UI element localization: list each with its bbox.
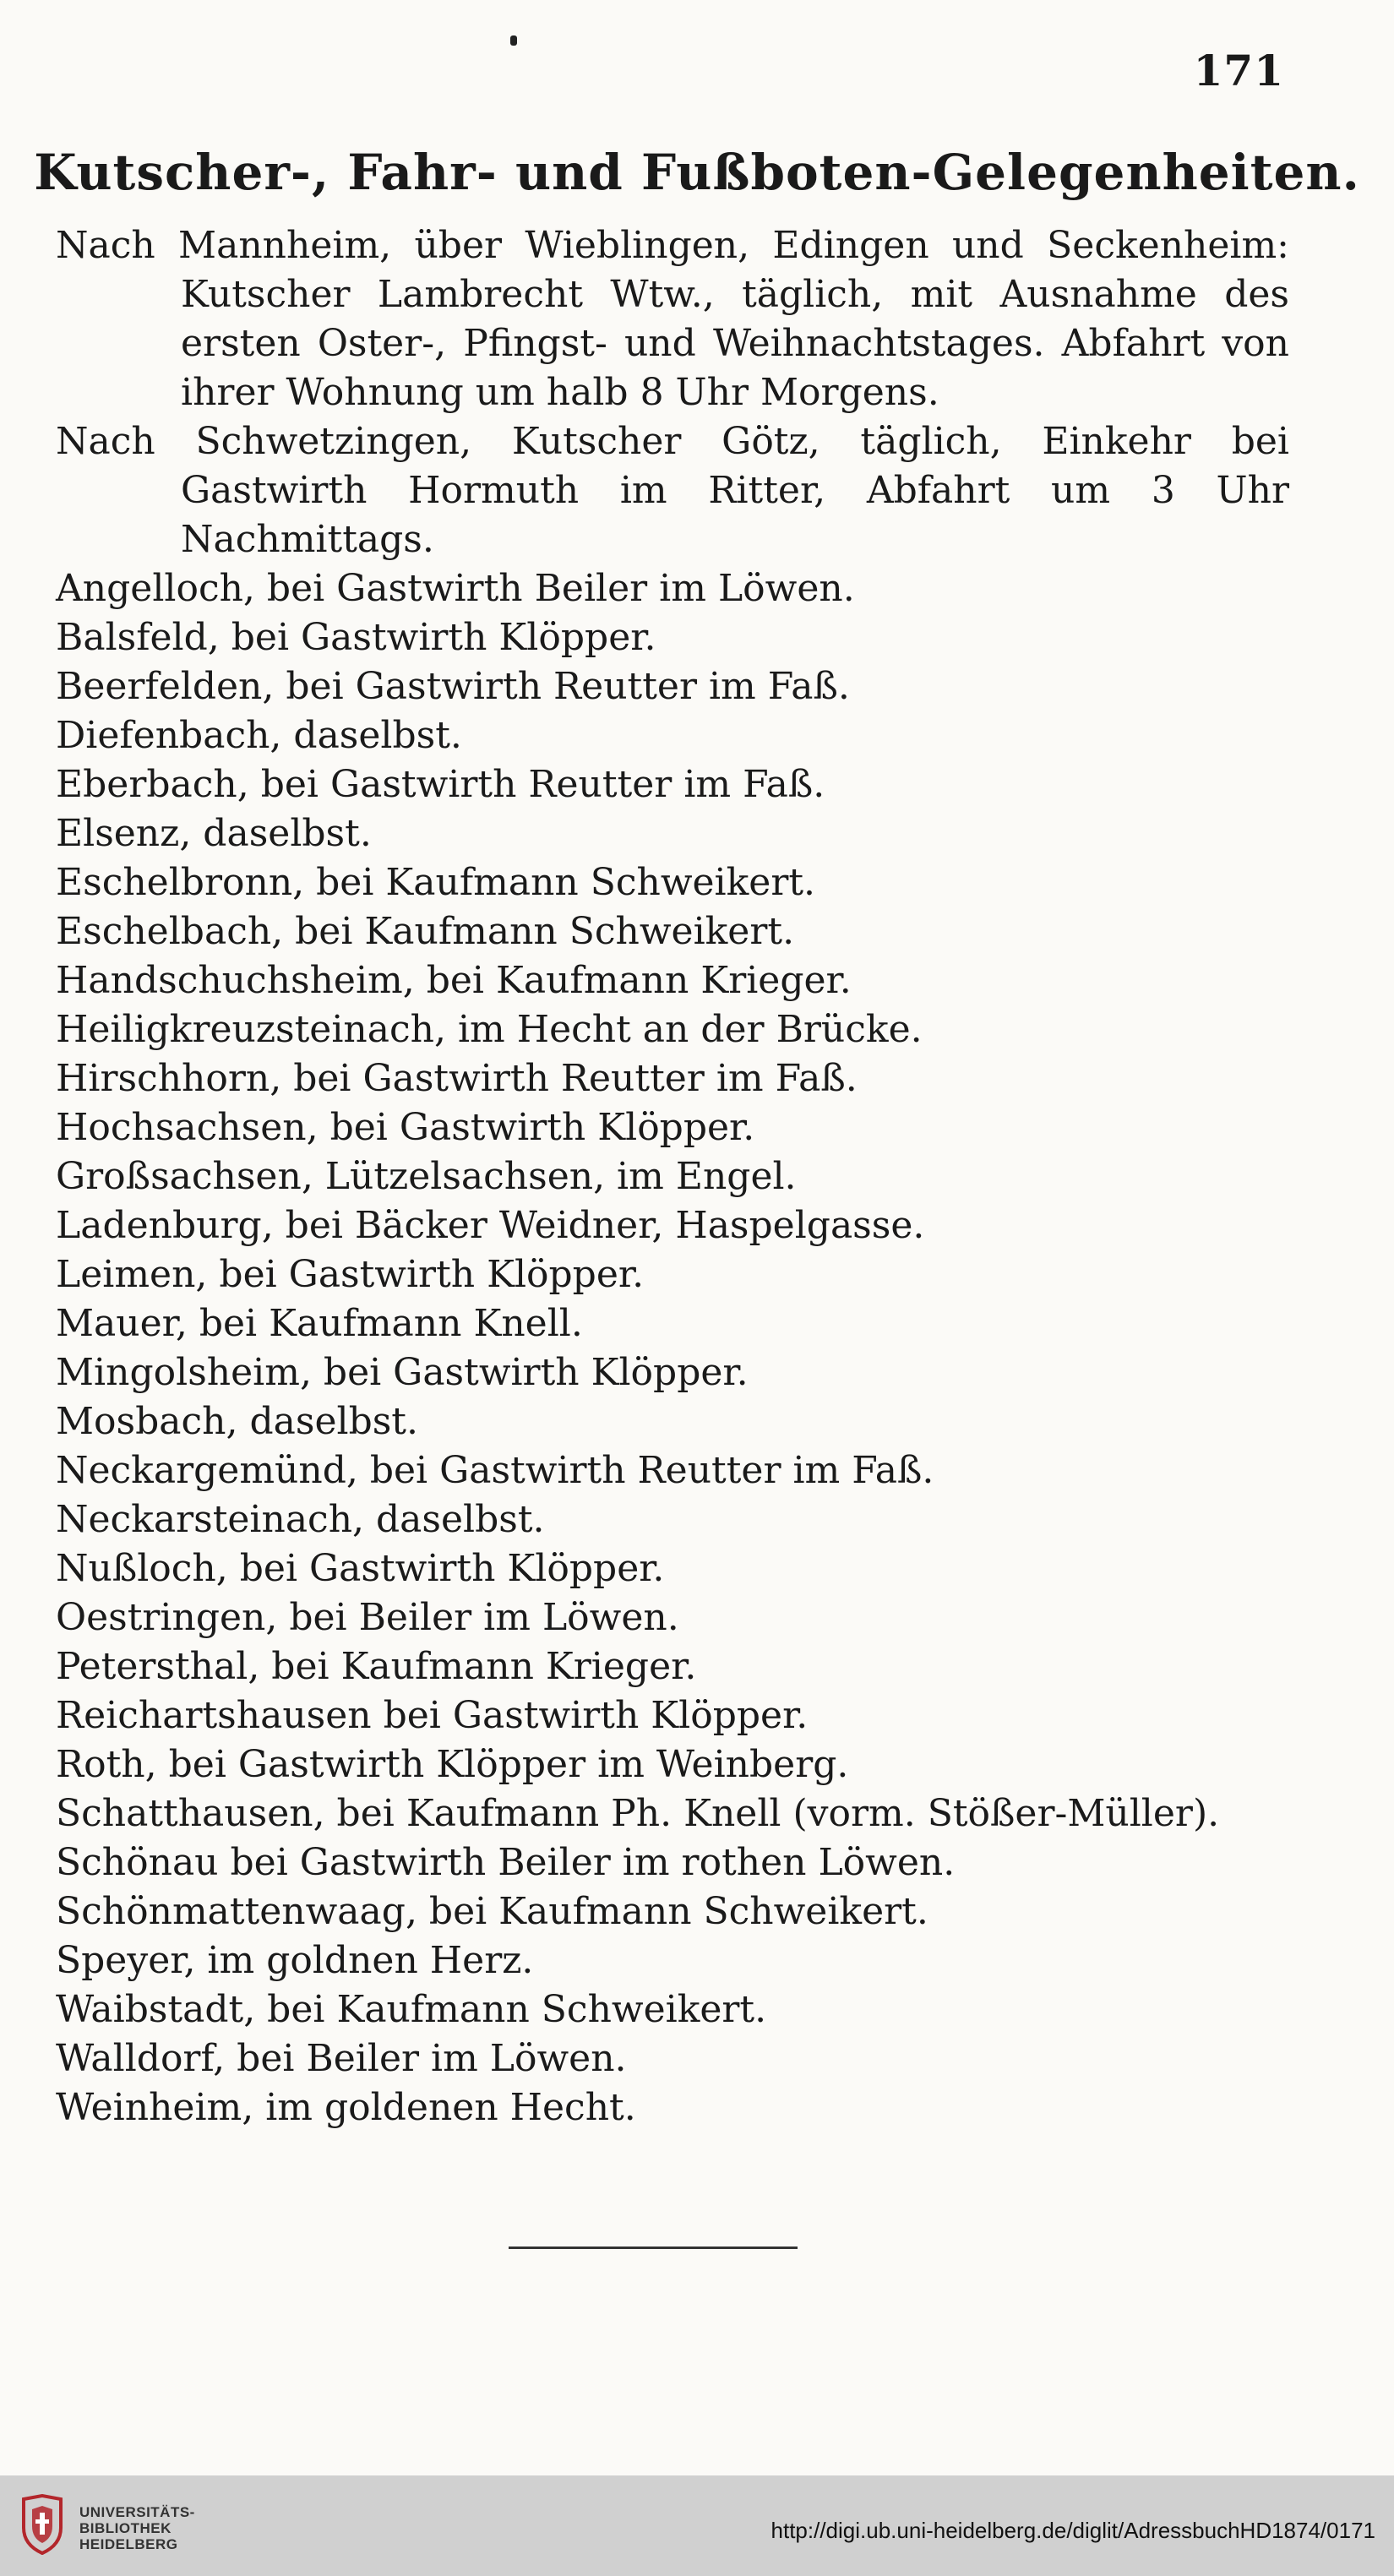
- page-number: 171: [1193, 46, 1284, 95]
- list-item: Handschuchsheim, bei Kaufmann Krieger.: [56, 959, 852, 1002]
- list-item: Schönau bei Gastwirth Beiler im rothen Löwen.: [56, 1841, 956, 1884]
- entry-mannheim: Nach Mannheim, über Wieblingen, Edingen und Seckenheim: Kutscher Lambrecht Wtw., täglich, mit Ausnahme des ersten Oster-, Pfingst- und Weihnachtstages. Abfahrt von ihrer Wohnung um halb 8 Uhr Morgens.: [56, 224, 1289, 414]
- list-item: Petersthal, bei Kaufmann Krieger.: [56, 1645, 697, 1688]
- list-item: Ladenburg, bei Bäcker Weidner, Haspelgasse.: [56, 1204, 925, 1247]
- list-item: Roth, bei Gastwirth Klöpper im Weinberg.: [56, 1743, 849, 1786]
- list-item: Weinheim, im goldenen Hecht.: [56, 2086, 636, 2129]
- library-name-line3: HEIDELBERG: [79, 2536, 178, 2552]
- list-item: Eschelbronn, bei Kaufmann Schweikert.: [56, 861, 816, 904]
- list-item: Speyer, im goldnen Herz.: [56, 1939, 534, 1982]
- list-item: Eberbach, bei Gastwirth Reutter im Faß.: [56, 763, 825, 806]
- list-item: Diefenbach, daselbst.: [56, 714, 462, 757]
- list-item: Oestringen, bei Beiler im Löwen.: [56, 1596, 679, 1639]
- list-item: Neckarsteinach, daselbst.: [56, 1498, 545, 1541]
- closing-rule: [509, 2247, 798, 2249]
- list-item: Angelloch, bei Gastwirth Beiler im Löwen.: [56, 567, 855, 610]
- list-item: Schönmattenwaag, bei Kaufmann Schweikert.: [56, 1890, 928, 1933]
- list-item: Hirschhorn, bei Gastwirth Reutter im Faß.: [56, 1057, 858, 1100]
- list-item: Reichartshausen bei Gastwirth Klöpper.: [56, 1694, 809, 1737]
- library-name: [79, 2504, 195, 2552]
- library-logo[interactable]: [17, 2494, 321, 2562]
- list-item: Mosbach, daselbst.: [56, 1400, 418, 1443]
- university-seal-icon: [17, 2494, 68, 2555]
- page-title: Kutscher-, Fahr- und Fußboten-Gelegenheiten.: [34, 144, 1360, 201]
- list-item: Mingolsheim, bei Gastwirth Klöpper.: [56, 1351, 749, 1394]
- list-item: Schatthausen, bei Kaufmann Ph. Knell (vorm. Stößer-Müller).: [56, 1792, 1220, 1835]
- list-item: Neckargemünd, bei Gastwirth Reutter im Faß.: [56, 1449, 934, 1492]
- library-footer: [0, 2475, 1394, 2576]
- list-item: Leimen, bei Gastwirth Klöpper.: [56, 1253, 645, 1296]
- list-item: Großsachsen, Lützelsachsen, im Engel.: [56, 1155, 797, 1198]
- list-item: Beerfelden, bei Gastwirth Reutter im Faß.: [56, 665, 850, 708]
- ink-dot: [510, 35, 517, 46]
- source-url-link[interactable]: http://digi.ub.uni-heidelberg.de/diglit/AdressbuchHD1874/0171: [771, 2518, 1375, 2543]
- list-item: Eschelbach, bei Kaufmann Schweikert.: [56, 910, 795, 953]
- list-item: Mauer, bei Kaufmann Knell.: [56, 1302, 583, 1345]
- entry-list: [56, 221, 1289, 2132]
- library-name-line1: UNIVERSITÄTS-: [79, 2504, 195, 2520]
- entry-schwetzingen: Nach Schwetzingen, Kutscher Götz, täglich, Einkehr bei Gastwirth Hormuth im Ritter, Abfahrt um 3 Uhr Nachmittags.: [56, 420, 1289, 561]
- list-item: Waibstadt, bei Kaufmann Schweikert.: [56, 1988, 767, 2031]
- list-item: Walldorf, bei Beiler im Löwen.: [56, 2037, 627, 2080]
- list-item: Elsenz, daselbst.: [56, 812, 372, 855]
- list-item: Heiligkreuzsteinach, im Hecht an der Brücke.: [56, 1008, 923, 1051]
- list-item: Nußloch, bei Gastwirth Klöpper.: [56, 1547, 665, 1590]
- list-item: Hochsachsen, bei Gastwirth Klöpper.: [56, 1106, 755, 1149]
- list-item: Balsfeld, bei Gastwirth Klöpper.: [56, 616, 656, 659]
- library-name-line2: BIBLIOTHEK: [79, 2520, 172, 2536]
